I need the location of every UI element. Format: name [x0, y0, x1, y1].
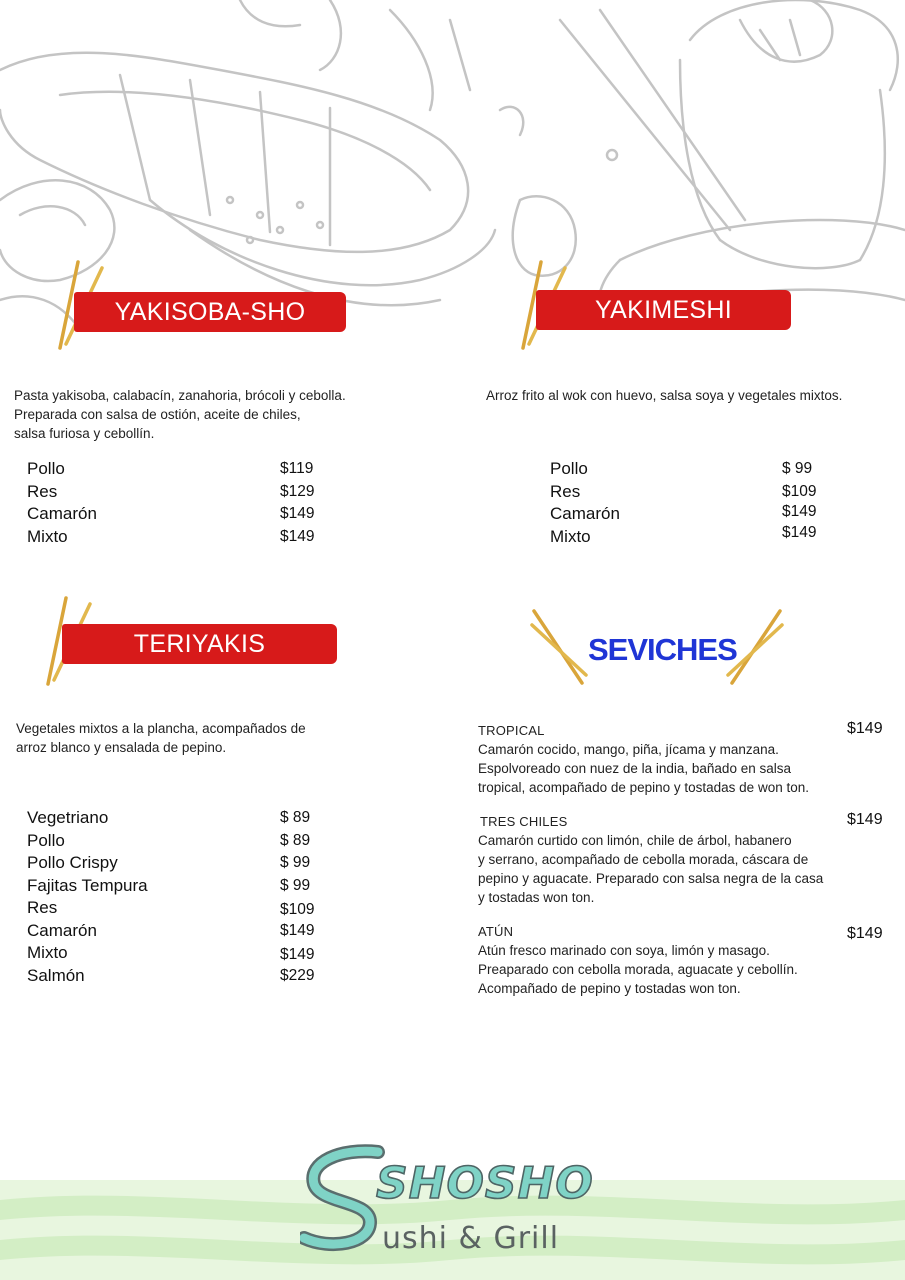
item-name: Pollo [27, 459, 65, 478]
item-name: Camarón [27, 504, 97, 523]
menu-item [27, 942, 327, 965]
menu-item [27, 965, 327, 988]
description-line: Arroz frito al wok con huevo, salsa soya y vegetales mixtos. [486, 388, 843, 403]
menu-item [27, 875, 327, 898]
description-line: y tostadas won ton. [478, 890, 595, 905]
menu-item [27, 852, 327, 875]
seviche-name: TRES CHILES [480, 814, 568, 829]
seviche-price: $149 [847, 811, 883, 828]
description-line: y serrano, acompañado de cebolla morada, cáscara de [478, 852, 809, 867]
item-price: $109 [782, 482, 817, 500]
seviche-item [478, 721, 898, 797]
menu-item [27, 503, 327, 526]
item-price: $ 89 [280, 831, 311, 849]
item-price: $129 [280, 482, 315, 500]
item-price: $229 [280, 966, 315, 984]
item-price: $149 [280, 921, 315, 939]
menu-item [27, 807, 327, 830]
item-name: Camarón [27, 920, 97, 940]
chopsticks-icon [724, 605, 786, 687]
item-price: $109 [280, 901, 315, 918]
teriyakis-title: TERIYAKIS [62, 624, 337, 664]
item-name: Pollo [550, 459, 588, 478]
item-price: $ 99 [280, 876, 311, 894]
yakisoba-title: YAKISOBA-SHO [74, 292, 346, 332]
item-name: Res [550, 481, 581, 501]
menu-item [27, 526, 327, 549]
item-price: $149 [280, 946, 315, 963]
item-name: Mixto [27, 526, 68, 546]
item-price: $149 [782, 503, 817, 520]
description-line: Camarón cocido, mango, piña, jícama y manzana. [478, 742, 779, 757]
description-line: pepino y aguacate. Preparado con salsa negra de la casa [478, 871, 824, 886]
menu-item [550, 458, 850, 481]
item-name: Pollo [27, 830, 65, 850]
menu-item [550, 523, 850, 549]
item-price: $ 99 [280, 854, 311, 871]
description-line: Preparada con salsa de ostión, aceite de chiles, [14, 407, 301, 422]
description-line: Camarón curtido con limón, chile de árbol, habanero [478, 833, 792, 848]
teriyakis-price-list [27, 807, 327, 987]
menu-item [550, 481, 850, 504]
description-line: Atún fresco marinado con soya, limón y masago. [478, 943, 770, 958]
chopsticks-icon [528, 605, 590, 687]
seviches-title: SEVICHES [588, 632, 737, 667]
item-name: Res [27, 481, 58, 501]
seviche-name: ATÚN [478, 924, 514, 939]
item-price: $119 [280, 460, 314, 477]
item-name: Camarón [550, 504, 620, 523]
item-name: Res [27, 898, 58, 917]
brand-tagline: ushi & Grill [382, 1221, 560, 1256]
item-name: Fajitas Tempura [27, 875, 148, 895]
seviche-price: $149 [847, 720, 883, 737]
menu-item [27, 897, 327, 920]
menu-item [27, 830, 327, 853]
yakimeshi-title: YAKIMESHI [536, 290, 791, 330]
description-line: Espolvoreado con nuez de la india, bañado en salsa [478, 761, 791, 776]
item-name: Salmón [27, 965, 85, 985]
description-line: tropical, acompañado de pepino y tostadas de won ton. [478, 780, 809, 795]
description-line: salsa furiosa y cebollín. [14, 426, 155, 441]
item-name: Vegetriano [27, 808, 109, 827]
seviche-item [478, 922, 898, 998]
seviche-item [478, 812, 898, 907]
menu-item [27, 458, 327, 481]
seviche-price: $149 [847, 925, 883, 942]
description-line: Acompañado de pepino y tostadas won ton. [478, 981, 741, 996]
item-name: Mixto [550, 526, 591, 546]
menu-item [27, 481, 327, 504]
yakimeshi-description [486, 386, 896, 405]
brand-name: SHOSHO [376, 1158, 594, 1209]
teriyakis-description [16, 719, 376, 757]
item-price: $149 [782, 523, 817, 541]
description-line: arroz blanco y ensalada de pepino. [16, 740, 227, 755]
description-line: Pasta yakisoba, calabacín, zanahoria, brócoli y cebolla. [14, 388, 346, 403]
description-line: Preaparado con cebolla morada, aguacate y cebollín. [478, 962, 798, 977]
item-name: Mixto [27, 943, 68, 962]
yakisoba-price-list [27, 458, 327, 548]
description-line: Vegetales mixtos a la plancha, acompañados de [16, 721, 306, 736]
item-price: $149 [280, 505, 315, 522]
item-name: Pollo Crispy [27, 853, 118, 872]
yakimeshi-price-list [550, 458, 850, 548]
shosho-logo [300, 1140, 620, 1260]
yakisoba-description [14, 386, 374, 443]
item-price: $ 89 [280, 809, 311, 826]
menu-item [27, 920, 327, 943]
seviche-name: TROPICAL [478, 723, 545, 738]
item-price: $ 99 [782, 460, 813, 477]
item-price: $149 [280, 527, 315, 545]
